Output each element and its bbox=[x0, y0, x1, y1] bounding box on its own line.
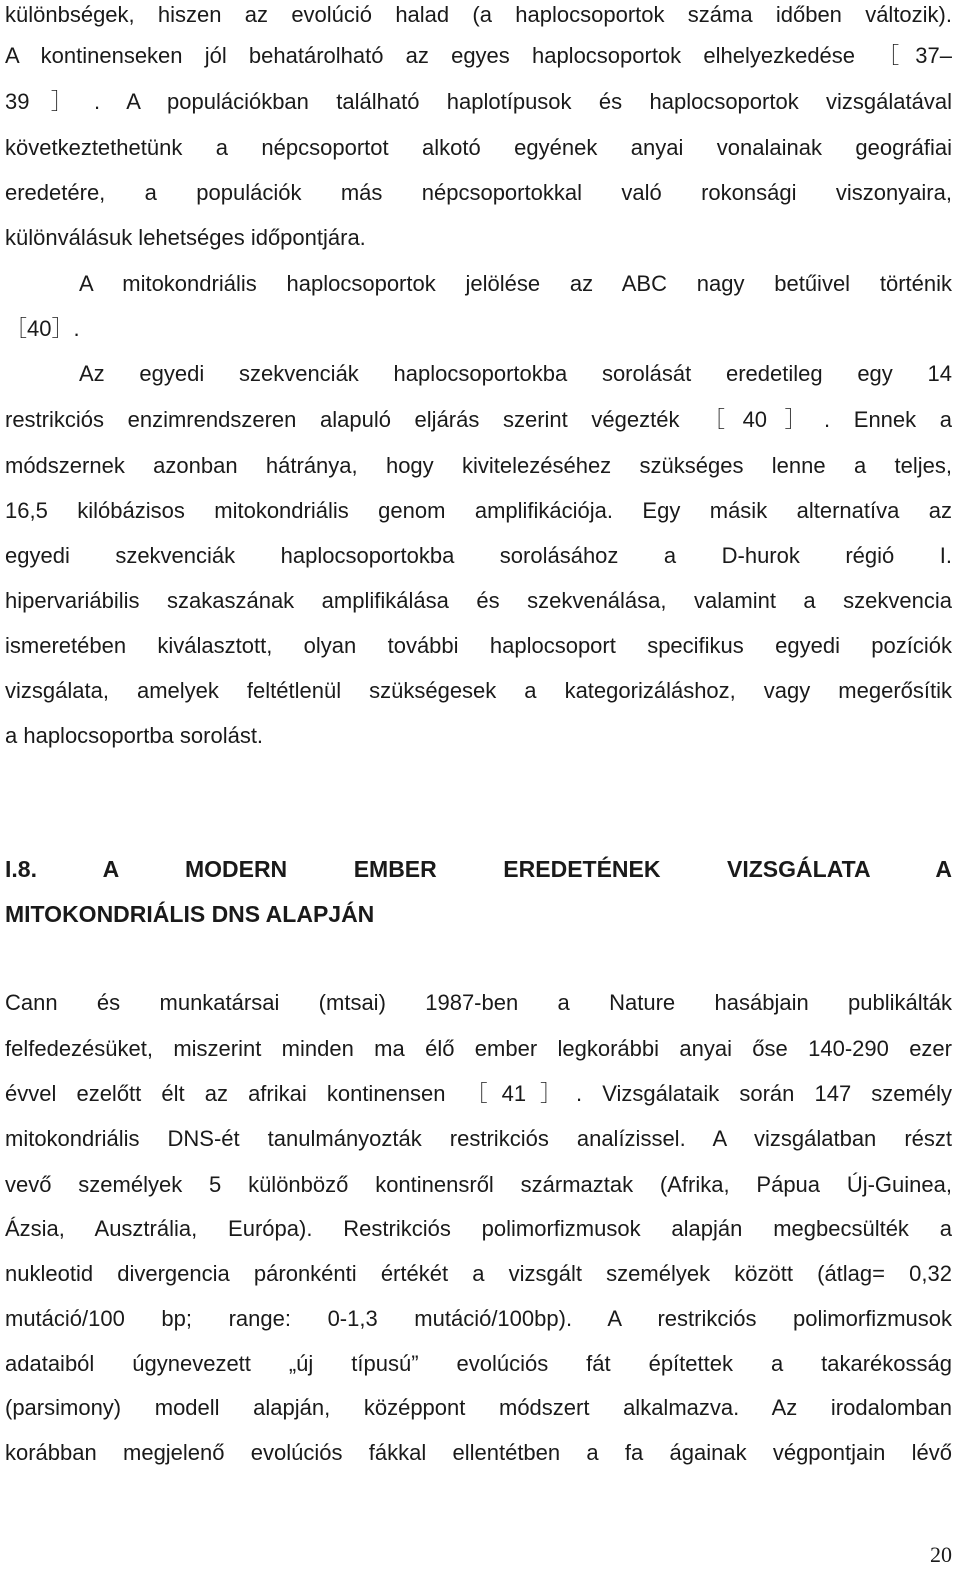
section-heading: I.8. A MODERN EMBER EREDETÉNEK VIZSGÁLATA A bbox=[5, 856, 952, 882]
text-line: egyedi szekvenciák haplocsoportokba sorolásához a D-hurok régió I. bbox=[5, 543, 952, 568]
text-line: a haplocsoportba sorolást. bbox=[5, 723, 264, 748]
page-number: 20 bbox=[930, 1542, 952, 1567]
text-line: nukleotid divergencia páronkénti értékét a vizsgált személyek között (átlag= 0,32 bbox=[5, 1261, 952, 1286]
text-line: A mitokondriális haplocsoportok jelölése az ABC nagy betűivel történik bbox=[79, 271, 952, 296]
text-line: évvel ezelőtt élt az afrikai kontinensen ［41］. Vizsgálataik során 147 személy bbox=[5, 1081, 952, 1106]
text-line: eredetére, a populációk más népcsoportokkal való rokonsági viszonyaira, bbox=[5, 180, 952, 205]
text-line: adataiból úgynevezett „új típusú” evolúciós fát építettek a takarékosság bbox=[5, 1351, 952, 1376]
text-line: mutáció/100 bp; range: 0-1,3 mutáció/100bp). A restrikciós polimorfizmusok bbox=[5, 1306, 952, 1331]
text-line: Cann és munkatársai (mtsai) 1987-ben a Nature hasábjain publikálták bbox=[5, 990, 952, 1015]
text-line: A kontinenseken jól behatárolható az egyes haplocsoportok elhelyezkedése ［37– bbox=[5, 43, 952, 68]
text-line: hipervariábilis szakaszának amplifikálása és szekvenálása, valamint a szekvencia bbox=[5, 588, 952, 613]
text-line: különbségek, hiszen az evolúció halad (a haplocsoportok száma időben változik). bbox=[5, 2, 952, 27]
text-line: restrikciós enzimrendszeren alapuló eljárás szerint végezték ［40］. Ennek a bbox=[5, 407, 952, 432]
text-line: Az egyedi szekvenciák haplocsoportokba sorolását eredetileg egy 14 bbox=[79, 361, 952, 386]
text-line: vizsgálata, amelyek feltétlenül szükségesek a kategorizáláshoz, vagy megerősítik bbox=[5, 678, 952, 703]
text-line: korábban megjelenő evolúciós fákkal ellentétben a fa ágainak végpontjain lévő bbox=[5, 1440, 952, 1465]
text-line: következtethetünk a népcsoportot alkotó egyének anyai vonalainak geográfiai bbox=[5, 135, 952, 160]
text-line: (parsimony) modell alapján, középpont módszert alkalmazva. Az irodalomban bbox=[5, 1395, 952, 1420]
text-line: felfedezésüket, miszerint minden ma élő ember legkorábbi anyai őse 140-290 ezer bbox=[5, 1036, 952, 1061]
text-line: ismeretében kiválasztott, olyan további haplocsoport specifikus egyedi pozíciók bbox=[5, 633, 952, 658]
text-line: 39］. A populációkban található haplotípusok és haplocsoportok vizsgálatával bbox=[5, 89, 952, 114]
section-heading: MITOKONDRIÁLIS DNS ALAPJÁN bbox=[5, 901, 375, 927]
text-line: módszernek azonban hátránya, hogy kivitelezéséhez szükséges lenne a teljes, bbox=[5, 453, 952, 478]
text-line: ［40］. bbox=[5, 316, 80, 341]
text-line: 16,5 kilóbázisos mitokondriális genom amplifikációja. Egy másik alternatíva az bbox=[5, 498, 952, 523]
text-line: vevő személyek 5 különböző kontinensről származtak (Afrika, Pápua Új-Guinea, bbox=[5, 1172, 952, 1197]
text-line: Ázsia, Ausztrália, Európa). Restrikciós polimorfizmusok alapján megbecsülték a bbox=[5, 1216, 952, 1241]
text-line: különválásuk lehetséges időpontjára. bbox=[5, 225, 366, 250]
text-line: mitokondriális DNS-ét tanulmányozták restrikciós analízissel. A vizsgálatban részt bbox=[5, 1126, 952, 1151]
